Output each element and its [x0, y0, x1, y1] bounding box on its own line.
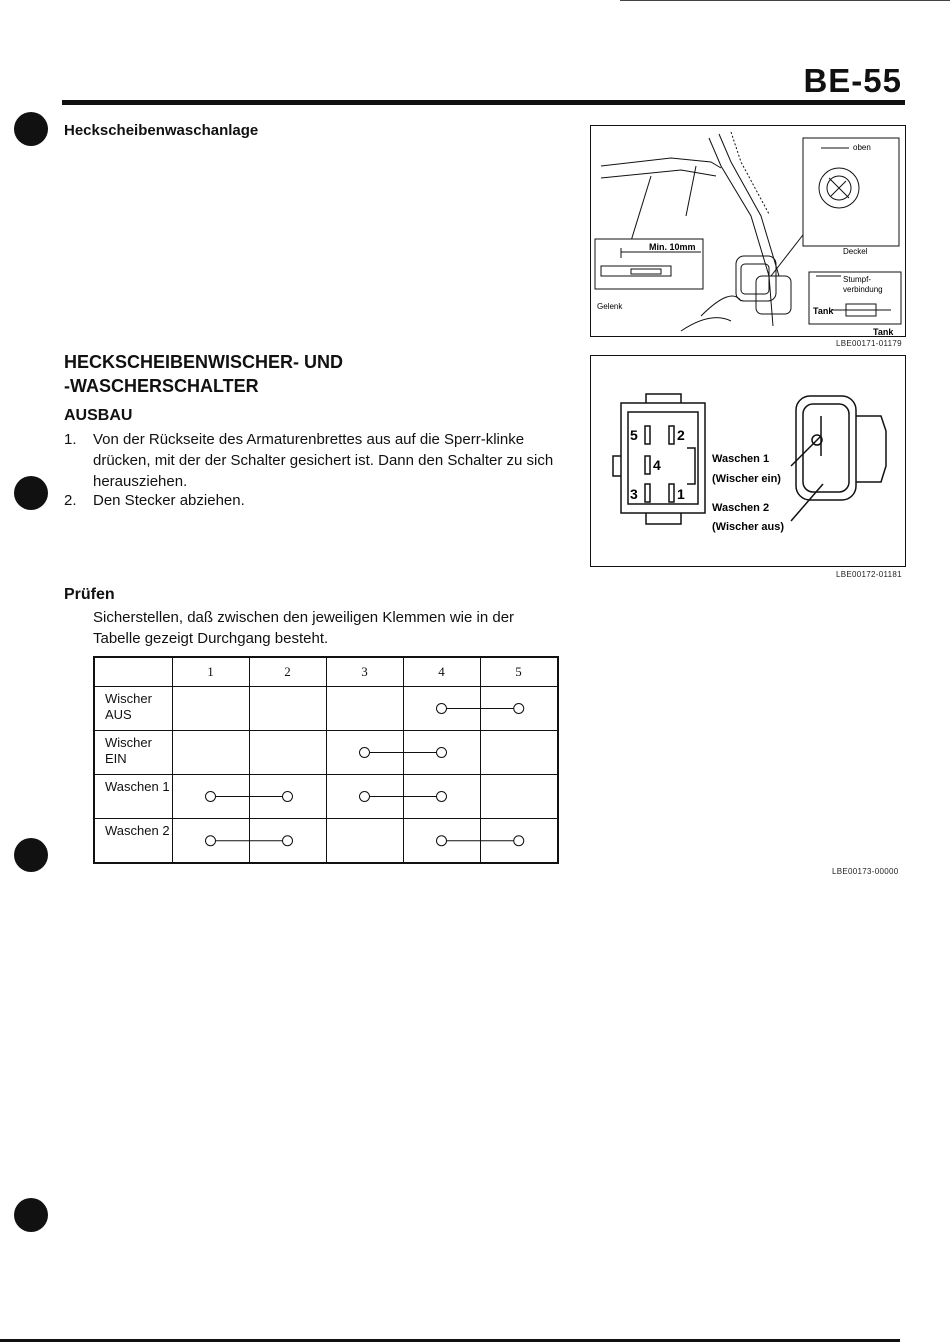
figure-switch-terminals [590, 355, 906, 567]
removal-heading: AUSBAU [64, 407, 133, 424]
check-text: Sicherstellen, daß zwischen den jeweiligen Klemmen wie in der Tabelle gezeigt Durchgang besteht. [93, 609, 515, 647]
section-heading: Heckscheibenwaschanlage [64, 122, 259, 139]
terminal-label: 4 [653, 457, 661, 473]
figure1-code: LBE00171-01179 [836, 339, 902, 348]
removal-step-2 [64, 490, 554, 511]
binder-hole [14, 476, 48, 510]
binder-hole [14, 112, 48, 146]
step-number: 1. [64, 431, 77, 448]
terminal-label: 5 [630, 427, 638, 443]
table-row [94, 731, 558, 775]
label-waschen-2: Waschen 2 [712, 502, 770, 514]
figure2-code: LBE00172-01181 [836, 570, 902, 579]
table-corner-cell [94, 657, 172, 687]
page-number: BE-55 [803, 62, 902, 99]
label-verbindung: verbindung [843, 285, 883, 294]
step-text: Den Stecker abziehen. [93, 492, 245, 509]
binder-hole [14, 838, 48, 872]
terminal-header: 2 [249, 657, 326, 687]
binder-hole [14, 1198, 48, 1232]
row-label: Waschen 1 [94, 775, 172, 819]
terminal-label: 2 [677, 427, 685, 443]
label-wischer-aus: (Wischer aus) [712, 521, 785, 533]
label-tank: Tank [813, 306, 834, 316]
footer-rule [0, 1339, 900, 1342]
terminal-header: 5 [480, 657, 558, 687]
table-row [94, 775, 558, 819]
washer-illustration [591, 126, 905, 336]
row-label: Wischer EIN [94, 731, 172, 775]
label-deckel: Deckel [843, 247, 868, 256]
label-wischer-ein: (Wischer ein) [712, 473, 781, 485]
terminal-header: 4 [403, 657, 480, 687]
table-row [94, 687, 558, 731]
top-edge-line [620, 0, 950, 1]
label-gelenk: Gelenk [597, 302, 623, 311]
label-min-10mm: Min. 10mm [649, 242, 696, 252]
table-row [94, 819, 558, 864]
terminal-header: 1 [172, 657, 249, 687]
continuity-table [93, 656, 559, 864]
figure-washer-installation [590, 125, 906, 337]
terminal-label: 1 [677, 486, 685, 502]
step-text: Von der Rückseite des Armaturenbrettes aus auf die Sperr-klinke drücken, mit der der Schalter gesichert ist. Dann den Schalter zu sich herausziehen. [93, 431, 554, 490]
main-heading [64, 350, 484, 398]
table-code: LBE00173-00000 [832, 867, 899, 876]
terminal-header: 3 [326, 657, 403, 687]
main-heading-line1: HECKSCHEIBENWISCHER- UND [64, 352, 344, 372]
switch-illustration [591, 356, 905, 566]
label-tank-2: Tank [873, 327, 894, 336]
step-number: 2. [64, 492, 77, 509]
label-stumpf: Stumpf- [843, 275, 872, 284]
main-heading-line2: -WASCHERSCHALTER [64, 376, 259, 396]
header-rule [62, 100, 905, 105]
terminal-label: 3 [630, 486, 638, 502]
check-heading: Prüfen [64, 586, 115, 603]
row-label: Waschen 2 [94, 819, 172, 864]
label-waschen-1: Waschen 1 [712, 453, 770, 465]
label-oben: oben [853, 143, 871, 152]
removal-step-1 [64, 429, 554, 492]
row-label: Wischer AUS [94, 687, 172, 731]
table-header-row [94, 657, 558, 687]
